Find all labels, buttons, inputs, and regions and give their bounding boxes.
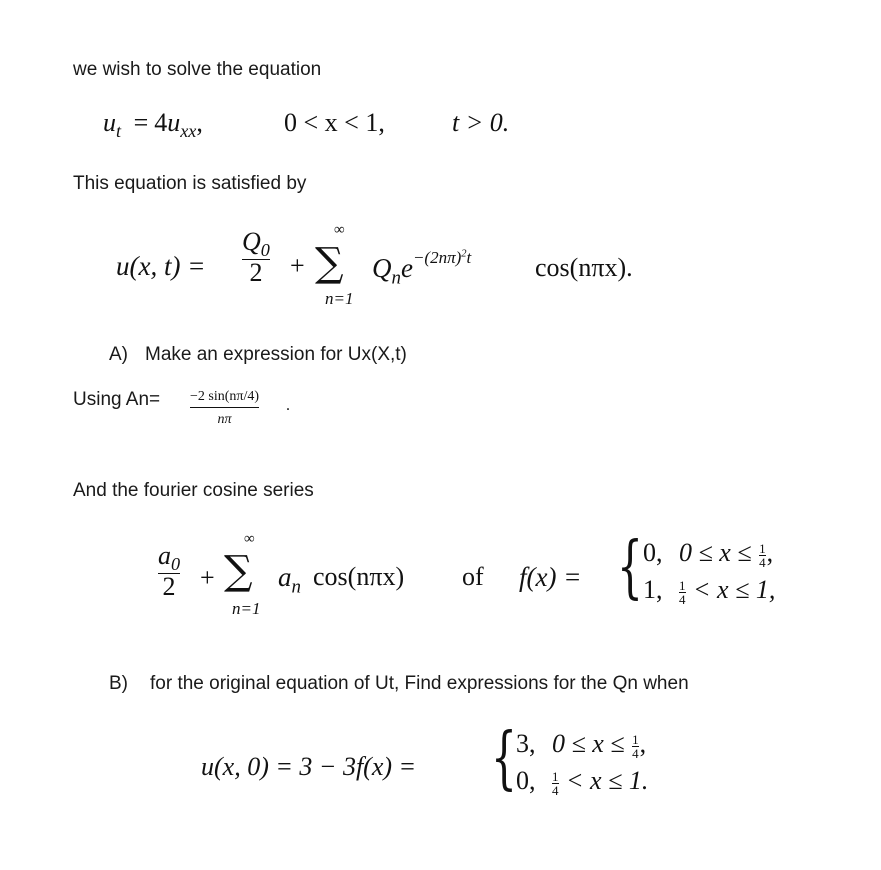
part-a-label: A) xyxy=(109,344,128,365)
intro-text: we wish to solve the equation xyxy=(73,59,322,80)
initial-case2: 0, $\frac{1}{4}$ < x ≤ 1. xyxy=(516,766,649,798)
fourier-case2: 1, $\frac{1}{4}$ < x ≤ 1, xyxy=(643,575,776,607)
fourier-sum-lower: n=1 xyxy=(232,599,261,618)
fourier-fx: f(x) = xyxy=(519,562,582,592)
solution-cos: cos(nπx). xyxy=(535,253,633,282)
an-period: . xyxy=(286,397,290,414)
initial-lhs: u(x, 0) = 3 − 3f(x) = xyxy=(201,752,417,781)
fourier-sum-sign: ∑ xyxy=(224,548,253,594)
fourier-plus: + xyxy=(200,563,215,592)
pde-time: t > 0. xyxy=(452,108,510,137)
using-text: Using An= xyxy=(73,389,161,410)
solution-sum-lower: n=1 xyxy=(325,289,354,308)
fourier-term: $a_n$ xyxy=(278,562,301,598)
fourier-a0-fraction: $a_0$ 2 xyxy=(158,541,181,602)
solution-sum-sign: ∑ xyxy=(315,240,344,286)
part-a-text: Make an expression for Ux(X,t) xyxy=(145,344,407,365)
pde-domain: 0 < x < 1, xyxy=(284,108,385,137)
solution-q0-fraction: $Q_0$ 2 xyxy=(242,227,270,288)
initial-case1: 3, 0 ≤ x ≤ $\frac{1}{4}$ , xyxy=(516,729,647,761)
fourier-sum-upper: ∞ xyxy=(244,531,255,547)
fourier-text: And the fourier cosine series xyxy=(73,480,314,501)
solution-term: $Q_ne^{-(2n\pi)^2t}$ xyxy=(372,248,472,289)
fourier-case1: 0, 0 ≤ x ≤ $\frac{1}{4}$ , xyxy=(643,538,774,570)
fourier-brace: { xyxy=(617,528,643,607)
initial-brace: { xyxy=(491,719,517,798)
pde-equation: $u_t = 4u_{xx}$, xyxy=(103,108,203,142)
an-formula: −2 sin(nπ/4) nπ xyxy=(190,389,260,427)
fourier-of: of xyxy=(462,562,484,591)
part-b-label: B) xyxy=(109,673,128,694)
solution-lhs: u(x, t) = xyxy=(116,251,206,281)
solution-plus: + xyxy=(290,251,305,280)
fourier-cos: cos(nπx) xyxy=(313,562,405,591)
solution-sum-upper: ∞ xyxy=(334,222,345,238)
satisfied-text: This equation is satisfied by xyxy=(73,173,307,194)
part-b-text: for the original equation of Ut, Find expressions for the Qn when xyxy=(150,673,689,694)
